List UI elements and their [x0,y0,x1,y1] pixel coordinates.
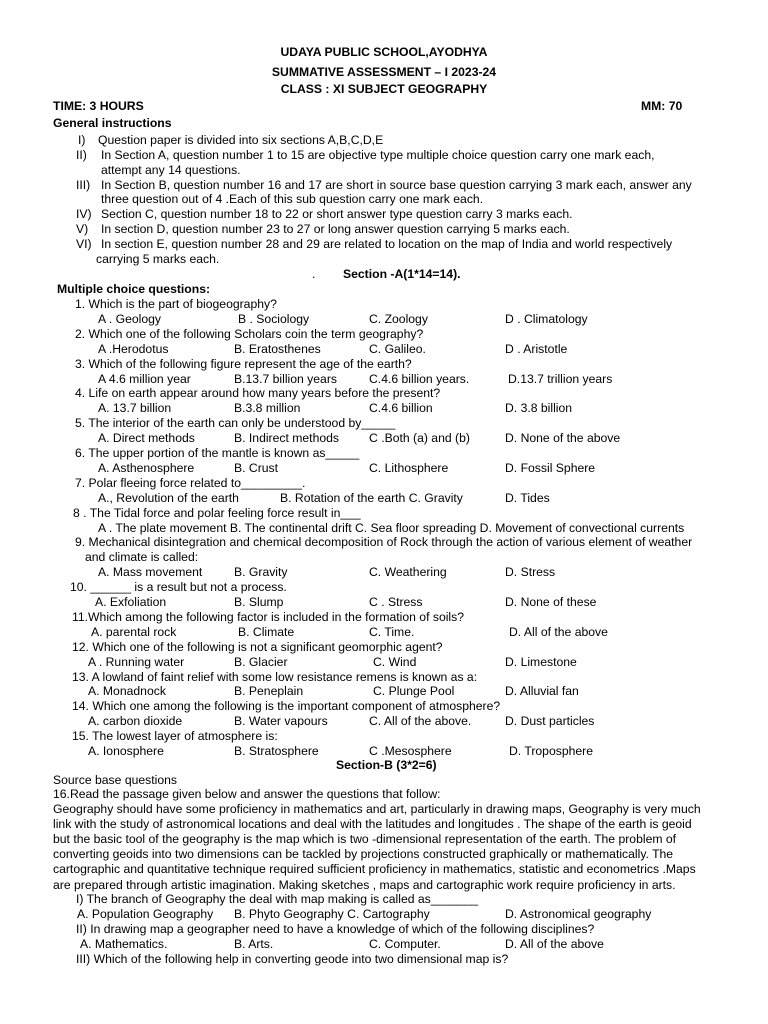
question-text: 6. The upper portion of the mantle is known as_____ [75,446,360,460]
question-16: 16.Read the passage given below and answer the questions that follow: [53,787,441,801]
option-b: B. Rotation of the earth C. Gravity [280,490,463,505]
option-c: C .Both (a) and (b) [369,431,470,446]
instruction-number: IV) [76,207,92,221]
option-a: A. Mass movement [98,565,203,580]
question-text: 2. Which one of the following Scholars coin the term geography? [75,326,424,341]
instructions-heading: General instructions [53,116,172,130]
instruction-text: Section C, question number 18 to 22 or short answer type question carry 3 marks each. [101,207,573,221]
option-b: B. Crust [234,460,279,475]
class-subject: CLASS : XI SUBJECT GEOGRAPHY [280,82,488,96]
instruction-number: II) [76,148,87,162]
option-d: D. Limestone [505,654,577,669]
option-c: C.4.6 billion [369,401,433,416]
option-d: D. Astronomical geography [505,906,652,921]
question-text: 12. Which one of the following is not a significant geomorphic agent? [72,639,443,654]
option-b: B.13.7 billion years [234,371,337,386]
passage-line: cartographic and quantitative technique required sufficient proficiency in mathematics, statistic and econometrics .Maps [53,862,696,877]
instruction-text: three question out of 4 .Each of this sub question carry one mark each. [101,192,484,206]
option-d: D. Fossil Sphere [505,460,596,475]
option-d: D . Aristotle [505,341,568,356]
option-a: A. Mathematics. [80,936,168,951]
option-c: C. Time. [369,624,415,639]
section-a-title: Section -A(1*14=14). [343,267,461,281]
option-a: A . Running water [88,654,185,669]
option-b: B. Glacier [234,654,288,669]
section-b-title: Section-B (3*2=6) [336,758,437,772]
instruction-text: Question paper is divided into six sections A,B,C,D,E [98,133,384,147]
stray-dot: . [312,267,316,281]
option-a: A. carbon dioxide [88,714,183,729]
question-text: 1. Which is the part of biogeography? [75,297,277,311]
school-name: UDAYA PUBLIC SCHOOL,AYODHYA [280,45,488,59]
option-d: D.13.7 trillion years [508,371,613,386]
option-b: B. Indirect methods [234,431,339,446]
instruction-text: In Section A, question number 1 to 15 are objective type multiple choice question carry one mark each, [101,148,655,162]
option-a: A. Exfoliation [95,595,167,609]
question-text: 10. ______ is a result but not a process. [70,580,287,595]
option-a: A . Geology [98,311,162,326]
option-c: C. Zoology [369,311,428,326]
option-a: A. 13.7 billion [98,401,172,416]
question-text: 3. Which of the following figure represent the age of the earth? [75,356,412,371]
question-text: 14. Which one among the following is the important component of atmosphere? [72,699,501,714]
option-c: C. Weathering [369,565,447,580]
option-c: C.4.6 billion years. [369,371,470,386]
option-c: C. Galileo. [369,341,426,356]
instruction-number: V) [76,222,89,236]
option-b: B.3.8 million [234,401,301,416]
question-text: 8 . The Tidal force and polar feeling force result in___ [73,505,361,520]
option-a: A. Asthenosphere [98,460,195,475]
option-c: C. Plunge Pool [373,684,455,699]
option-a: A. Ionosphere [88,744,164,758]
option-a: A 4.6 million year [98,371,191,386]
instruction-number: VI) [76,237,92,251]
passage-line: link with the study of astronomical locations and deal with the latitudes and longitudes . The shape of the earth is geoid [53,817,692,832]
option-c: C .Mesosphere [369,744,452,758]
instruction-text: In section E, question number 28 and 29 are related to location on the map of India and world respectively [101,237,673,251]
passage-line: but the basic tool of the geography is the map which is two -dimensional representation of the earth. The problem of [53,832,677,847]
instruction-text: In section D, question number 23 to 27 or long answer question carrying 5 marks each. [101,222,570,236]
option-d: D. None of the above [505,431,621,446]
option-d: D. Dust particles [505,714,595,729]
option-a: A. Population Geography [77,906,214,921]
option-b: B. Gravity [234,565,288,580]
sub-question-text: I) The branch of Geography the deal with map making is called as_______ [76,892,479,906]
sub-question-text: II) In drawing map a geographer need to have a knowledge of which of the following disciplines? [76,921,595,936]
question-text: 15. The lowest layer of atmosphere is: [72,729,278,744]
instruction-text: In Section B, question number 16 and 17 are short in source base question carrying 3 mark each, answer any [101,178,692,192]
option-b: B. Eratosthenes [234,341,321,356]
instruction-number: I) [78,133,86,147]
option-b: B. Arts. [234,936,274,951]
instruction-number: III) [76,178,91,192]
answer-options: A . The plate movement B. The continental drift C. Sea floor spreading D. Movement of convectional currents [98,520,685,535]
question-text: 7. Polar fleeing force related to_________. [75,475,306,490]
question-text-continued: and climate is called: [85,550,199,565]
option-a: A. Monadnock [88,684,166,699]
option-b: B. Stratosphere [234,744,319,758]
option-b: B. Climate [238,624,295,639]
option-d: D. All of the above [505,936,604,951]
option-b: B. Water vapours [234,714,328,729]
option-d: D. Troposphere [509,744,594,758]
option-d: D. Alluvial fan [505,684,579,699]
instruction-text: carrying 5 marks each. [96,252,220,266]
sub-question-text: III) Which of the following help in converting geode into two dimensional map is? [76,951,509,966]
question-text: 11.Which among the following factor is included in the formation of soils? [72,609,465,624]
option-d: D. Stress [505,565,556,580]
option-c: C. Computer. [369,936,441,951]
question-text: 13. A lowland of faint relief with some low resistance remens is known as a: [72,669,478,684]
mcq-heading: Multiple choice questions: [57,282,211,296]
question-text: 5. The interior of the earth can only be understood by_____ [75,416,396,431]
option-d: D. Tides [505,490,550,505]
exam-title: SUMMATIVE ASSESSMENT – I 2023-24 [271,65,497,79]
option-b: B. Slump [234,595,284,609]
option-d: D . Climatology [505,311,588,326]
option-d: D. 3.8 billion [505,401,573,416]
option-a: A. parental rock [91,624,177,639]
section-b-intro: Source base questions [53,773,177,787]
option-b: B . Sociology [238,311,310,326]
question-text: 9. Mechanical disintegration and chemical decomposition of Rock through the action of various element of weather [75,535,693,550]
option-b: B. Peneplain [234,684,304,699]
max-marks: MM: 70 [641,99,683,113]
question-text: 4. Life on earth appear around how many years before the present? [75,386,441,401]
time-label: TIME: 3 HOURS [53,99,144,113]
option-a: A. Direct methods [98,431,195,446]
option-b: B. Phyto Geography C. Cartography [234,906,430,921]
option-d: D. All of the above [509,624,608,639]
instruction-text: attempt any 14 questions. [101,163,241,177]
option-a: A., Revolution of the earth [98,490,239,505]
option-c: C. All of the above. [369,714,472,729]
passage-line: are prepared through artistic imagination. Making sketches , maps and cartographic work require proficiency in arts. [53,877,676,892]
option-c: C . Stress [369,595,423,609]
passage-line: converting geoids into two dimensions can be tackled by projections constructed graphically or mathematically. The [53,847,674,862]
option-d: D. None of these [505,595,597,609]
passage-line: Geography should have some proficiency in mathematics and art, particularly in drawing maps, Geography is very much [53,802,701,816]
option-a: A .Herodotus [98,341,169,356]
option-c: C. Lithosphere [369,460,449,475]
option-c: C. Wind [373,654,417,669]
